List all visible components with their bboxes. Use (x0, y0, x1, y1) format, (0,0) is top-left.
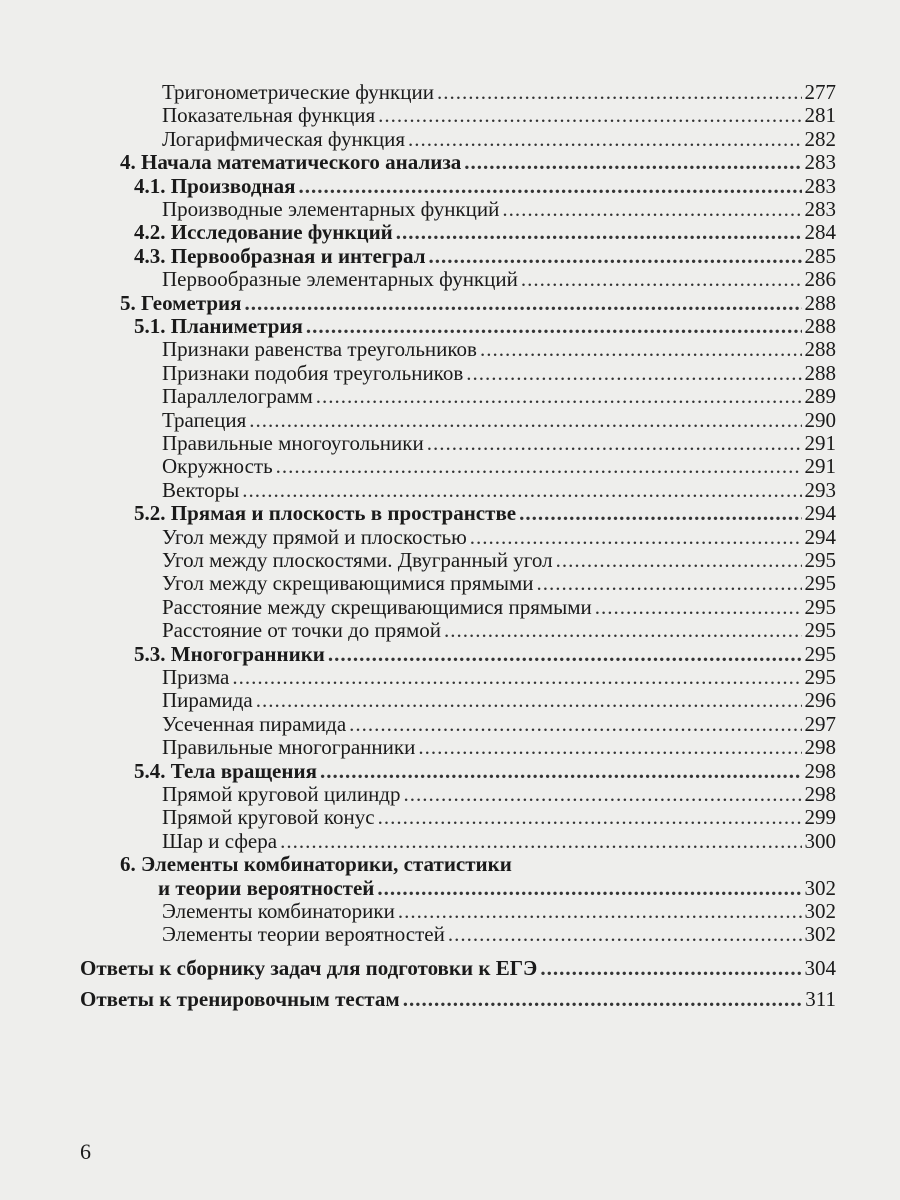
page-number: 6 (80, 1139, 91, 1164)
toc-entry-page: 298 (804, 735, 836, 760)
toc-entry-title: Признаки равенства треугольников (162, 337, 477, 362)
toc-entry-title: Ответы к сборнику задач для подготовки к ЕГЭ (80, 955, 538, 980)
toc-entry-page: 304 (804, 955, 836, 980)
toc-entry-title: Угол между прямой и плоскостью (162, 524, 467, 549)
toc-entry (120, 290, 836, 316)
toc-entry (162, 711, 836, 737)
dot-leader (328, 641, 802, 667)
toc-entry (162, 804, 836, 830)
toc-entry-title: 5.1. Планиметрия (134, 314, 303, 338)
toc-entry-page: 288 (804, 360, 836, 385)
toc-entry-page: 277 (804, 80, 836, 104)
dot-leader (378, 102, 801, 128)
dot-leader (519, 500, 801, 526)
toc-entry-title: Угол между плоскостями. Двугранный угол (162, 548, 553, 572)
toc-entry (120, 851, 836, 877)
toc-entry-title: 5. Геометрия (120, 290, 242, 315)
dot-leader (242, 477, 801, 503)
toc-entry (162, 524, 836, 550)
toc-entry-page: 295 (804, 548, 836, 572)
toc-entry (80, 986, 836, 1012)
toc-entry-title: Логарифмическая функция (162, 126, 406, 151)
toc-entry-page: 295 (804, 618, 836, 643)
dot-leader (298, 173, 801, 199)
dot-leader (280, 828, 801, 854)
toc-entry-title: Трапеция (162, 407, 247, 432)
dot-leader (232, 664, 801, 690)
toc-entry-page: 283 (804, 150, 836, 175)
toc-entry-title: Расстояние от точки до прямой (162, 618, 441, 643)
toc-entry-page: 297 (804, 711, 836, 736)
toc-entry-title: Угол между скрещивающимися прямыми (162, 571, 534, 596)
toc-entry-page: 298 (804, 782, 836, 806)
toc-entry-title: Правильные многогранники (162, 735, 416, 760)
dot-leader (306, 313, 802, 339)
toc-entry (134, 758, 836, 784)
toc-entry-title: Пирамида (162, 688, 253, 713)
toc-entry-page: 298 (804, 758, 836, 783)
dot-leader (404, 781, 802, 807)
dot-leader (521, 266, 802, 292)
toc-entry (134, 243, 836, 269)
toc-entry-page: 294 (804, 524, 836, 549)
toc-entry-page: 311 (805, 987, 836, 1012)
dot-leader (428, 243, 801, 269)
toc-entry-title: 4.2. Исследование функций (134, 220, 393, 245)
toc-entry (134, 219, 836, 245)
dot-leader (256, 687, 802, 713)
dot-leader (349, 711, 801, 737)
dot-leader (378, 804, 802, 830)
toc-entry (162, 266, 836, 292)
toc-entry-page: 294 (804, 501, 836, 526)
toc-entry-page: 286 (804, 267, 836, 292)
toc-entry (162, 547, 836, 573)
toc-entry-title: Параллелограмм (162, 384, 313, 409)
toc-entry-title: Окружность (162, 454, 273, 479)
dot-leader (403, 986, 803, 1012)
toc-entry-title: 5.4. Тела вращения (134, 758, 317, 783)
toc-entry-page: 290 (804, 407, 836, 432)
toc-entry (120, 149, 836, 175)
dot-leader (396, 219, 802, 245)
dot-leader (466, 360, 801, 386)
toc-entry-title: Векторы (162, 477, 240, 502)
dot-leader (540, 955, 801, 981)
toc-entry-page: 282 (804, 126, 836, 151)
toc-entry-title: 4.3. Первообразная и интеграл (134, 243, 426, 268)
toc-entry-title: Призма (162, 665, 230, 689)
toc-entry-page: 299 (804, 805, 836, 830)
toc-entry-title: Первообразные элементарных функций (162, 267, 518, 292)
dot-leader (437, 79, 802, 105)
toc-entry (162, 477, 836, 503)
toc-entry-title: 4.1. Производная (134, 173, 296, 198)
dot-leader (418, 734, 801, 760)
dot-leader (408, 126, 801, 152)
dot-leader (377, 875, 801, 901)
toc-entry-page: 300 (804, 828, 836, 853)
toc-entry-title: 4. Начала математического анализа (120, 150, 462, 175)
dot-leader (398, 898, 802, 924)
toc-entry-title: 5.2. Прямая и плоскость в пространстве (134, 501, 517, 526)
toc-entry-page: 283 (804, 197, 836, 221)
dot-leader (427, 430, 802, 456)
dot-leader (470, 524, 802, 550)
toc-entry (162, 360, 836, 386)
dot-leader (448, 921, 802, 947)
toc-entry (162, 921, 836, 947)
toc-entry (162, 781, 836, 807)
dot-leader (276, 453, 802, 479)
toc-entry-title: 5.3. Многогранники (134, 641, 325, 666)
toc-entry-title: Ответы к тренировочным тестам (80, 987, 400, 1012)
dot-leader (502, 196, 801, 222)
toc-entry-title: Тригонометрические функции (162, 80, 434, 104)
toc-entry-page: 288 (804, 337, 836, 362)
toc-entry-page: 284 (804, 220, 836, 245)
dot-leader (316, 383, 802, 409)
toc-entry-title: Шар и сфера (162, 828, 278, 853)
dot-leader (480, 336, 802, 362)
toc-entry (162, 570, 836, 596)
toc-entry-page: 302 (804, 875, 836, 900)
toc-entry (162, 336, 836, 362)
toc-entry (162, 828, 836, 854)
toc-entry (162, 664, 836, 690)
toc-entry-page: 291 (804, 431, 836, 455)
toc-entry (162, 102, 836, 128)
toc-entry-title: Элементы комбинаторики (162, 899, 395, 923)
dot-leader (245, 290, 802, 316)
toc-entry-title: Признаки подобия треугольников (162, 360, 464, 385)
toc-entry (134, 313, 836, 339)
toc-entry-page: 295 (804, 641, 836, 666)
toc-entry-page: 296 (804, 688, 836, 713)
toc-entry-title: Элементы теории вероятностей (162, 922, 445, 947)
toc-entry (134, 641, 836, 667)
toc-entry (162, 196, 836, 222)
toc-entry-page: 288 (804, 314, 836, 338)
toc-entry-title: 6. Элементы комбинаторики, статистики (120, 852, 512, 877)
toc-entry-title: Прямой круговой цилиндр (162, 782, 401, 806)
toc-entry (162, 453, 836, 479)
toc-entry (80, 955, 836, 981)
toc-entry-title: Правильные многоугольники (162, 431, 424, 455)
toc-entry-page: 291 (804, 454, 836, 479)
toc-entry (134, 173, 836, 199)
toc-entry (158, 875, 836, 901)
toc-entry-title: Показательная функция (162, 103, 376, 128)
dot-leader (464, 149, 801, 175)
toc-entry-page: 288 (804, 290, 836, 315)
toc-entry (162, 79, 836, 105)
dot-leader (249, 407, 801, 433)
toc-entry-title: Производные элементарных функций (162, 197, 500, 221)
toc-entry-title: Усеченная пирамида (162, 711, 347, 736)
dot-leader (595, 594, 802, 620)
toc-entry-page: 289 (804, 384, 836, 409)
toc-entry-title: Прямой круговой конус (162, 805, 375, 830)
dot-leader (556, 547, 802, 573)
toc-entry-page: 302 (804, 899, 836, 923)
toc-entry-page: 295 (804, 665, 836, 689)
toc-entry (162, 126, 836, 152)
toc-entry-title: и теории вероятностей (158, 875, 375, 900)
dot-leader (320, 758, 802, 784)
toc-entry (162, 407, 836, 433)
dot-leader (444, 617, 802, 643)
toc-entry (162, 430, 836, 456)
toc-entry-page: 302 (804, 922, 836, 947)
toc-entry (162, 898, 836, 924)
toc-entry-title: Расстояние между скрещивающимися прямыми (162, 594, 592, 619)
toc-entry (162, 734, 836, 760)
toc-entry-page: 285 (804, 243, 836, 268)
toc-entry (162, 617, 836, 643)
toc-entry (162, 383, 836, 409)
toc-entry-page: 281 (804, 103, 836, 128)
toc-entry-page: 283 (804, 173, 836, 198)
toc-entry (162, 687, 836, 713)
toc-entry (162, 594, 836, 620)
toc-entry (134, 500, 836, 526)
dot-leader (537, 570, 802, 596)
toc-entry-page: 293 (804, 477, 836, 502)
toc-entry-page: 295 (804, 571, 836, 596)
toc-entry-page: 295 (804, 594, 836, 619)
